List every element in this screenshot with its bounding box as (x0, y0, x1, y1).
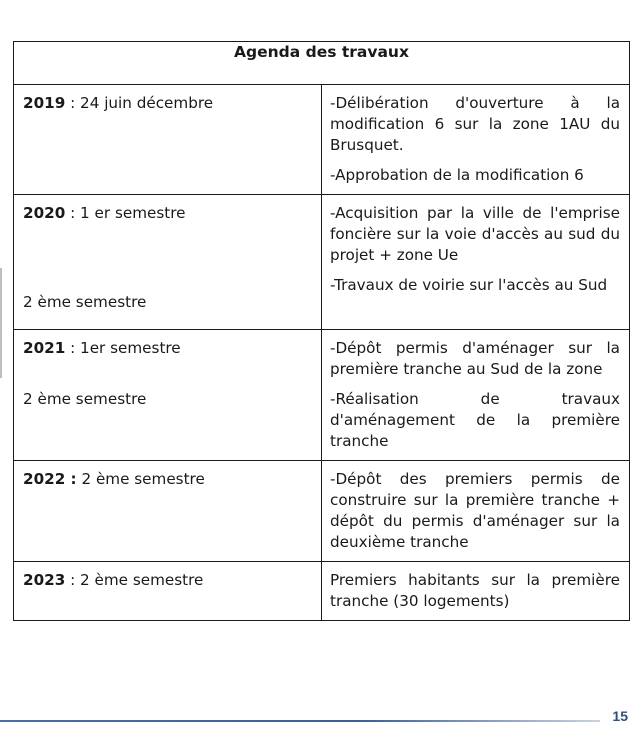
period-text: : 1 er semestre (65, 204, 186, 222)
table-row-2023 (14, 562, 630, 621)
period-line (23, 469, 313, 490)
page-edge-marker (0, 268, 2, 378)
tasks-cell (322, 85, 630, 195)
table-row-2022 (14, 461, 630, 562)
period-cell (14, 85, 322, 195)
year-label: 2021 (23, 339, 66, 357)
period-line (23, 203, 313, 224)
period-cell (14, 562, 322, 621)
footer-rule (0, 720, 600, 722)
second-period-text: 2 ème semestre (23, 293, 147, 311)
task-text: -Dépôt des premiers permis de construire sur la première tranche + dépôt du permis d'aménager sur la deuxième tranche (330, 470, 620, 551)
period-line (23, 93, 313, 114)
agenda-table (13, 41, 630, 621)
period-cell (14, 461, 322, 562)
period-text: 2 ème semestre (76, 470, 205, 488)
second-period-text: 2 ème semestre (23, 390, 147, 408)
table-row-2020 (14, 195, 630, 330)
tasks-cell (322, 461, 630, 562)
tasks-cell (322, 195, 630, 330)
period-cell (14, 195, 322, 330)
period-line (23, 570, 313, 591)
table-header-row (14, 42, 630, 85)
period-line (23, 338, 313, 359)
task-text: -Délibération d'ouverture à la modification 6 sur la zone 1AU du Brusquet. (330, 94, 620, 154)
year-label: 2022 : (23, 470, 77, 488)
year-label: 2020 (23, 204, 66, 222)
task-text: -Travaux de voirie sur l'accès au Sud (330, 276, 608, 294)
task-text: -Acquisition par la ville de l'emprise foncière sur la voie d'accès au sud du projet + zone Ue (330, 204, 620, 264)
task-text: -Dépôt permis d'aménager sur la première tranche au Sud de la zone (330, 339, 620, 378)
page-number: 15 (612, 708, 628, 724)
table-row-2019 (14, 85, 630, 195)
period-text: : 24 juin décembre (65, 94, 214, 112)
year-label: 2023 (23, 571, 66, 589)
table-row-2021 (14, 330, 630, 461)
task-text: Premiers habitants sur la première tranche (30 logements) (330, 571, 620, 610)
period-text: : 2 ème semestre (65, 571, 204, 589)
task-text: -Réalisation de travaux d'aménagement de la première tranche (330, 390, 620, 450)
year-label: 2019 (23, 94, 66, 112)
period-cell (14, 330, 322, 461)
tasks-cell (322, 330, 630, 461)
table-title: Agenda des travaux (14, 42, 630, 85)
task-text: -Approbation de la modification 6 (330, 166, 584, 184)
period-text: : 1er semestre (65, 339, 181, 357)
tasks-cell (322, 562, 630, 621)
